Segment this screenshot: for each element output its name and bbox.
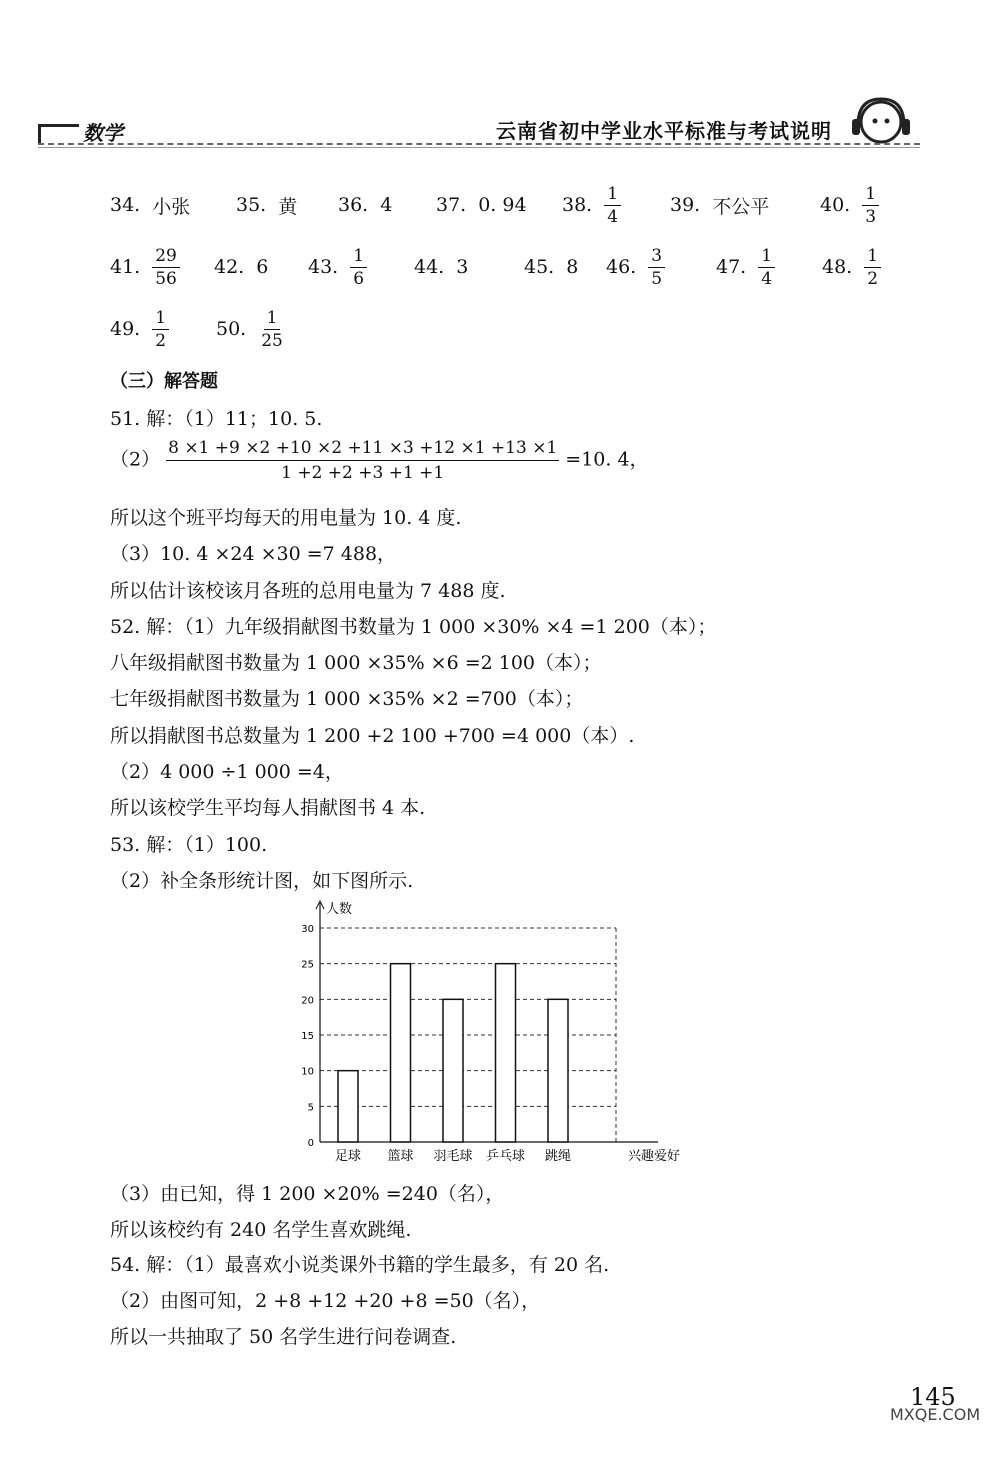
q54-line-2: （2）由图可知，2 +8 +12 +20 +8 =50（名），: [110, 1290, 541, 1312]
answer-number: 42.: [214, 256, 245, 278]
bar: [391, 964, 411, 1142]
header-divider-thin: [38, 147, 920, 148]
answer-fraction: $\frac{1}{2}$: [864, 245, 881, 290]
bar: [443, 999, 463, 1142]
q52-line-3: 七年级捐献图书数量为 1 000 ×35% ×2 =700（本）；: [110, 688, 584, 710]
answer-number: 34.: [110, 194, 141, 216]
y-axis-title: 人数: [326, 902, 353, 917]
answer-item: [436, 180, 527, 230]
answer-item: [110, 242, 180, 292]
answer-number: 43.: [308, 256, 339, 278]
subject-label: [38, 117, 123, 146]
answer-item: [216, 304, 286, 354]
y-tick-label: 20: [301, 995, 314, 1007]
q51-line-5: 所以估计该校该月各班的总用电量为 7 488 度.: [110, 580, 506, 602]
y-tick-label: 10: [301, 1066, 314, 1078]
q51-line-2: （2） $\frac{8 \times 1 +9 \times 2 +10 \times 2 +11 \times 3 +12 \times 1 +13 \times 1}{1 +2 +2 +3 +1 +1}$ =10. 4，: [110, 438, 649, 483]
answer-number: 36.: [338, 194, 369, 216]
answer-fraction: $\frac{1}{3}$: [862, 183, 879, 228]
y-tick-label: 15: [301, 1031, 314, 1042]
book-title: 云南省初中学业水平标准与考试说明: [496, 119, 832, 143]
q54-line-3: 所以一共抽取了 50 名学生进行问卷调查.: [110, 1326, 457, 1348]
bar-chart: [286, 895, 681, 1170]
answer-number: 39.: [670, 194, 701, 216]
answer-number: 44.: [414, 256, 445, 278]
answer-value: 0. 94: [478, 194, 527, 216]
speaker-icon: [38, 124, 79, 145]
x-category-label: 篮球: [387, 1149, 414, 1164]
q52-line-1: 52. 解：（1）九年级捐献图书数量为 1 000 ×30% ×4 =1 200（本）；: [110, 616, 717, 638]
answer-item: [236, 180, 297, 230]
answer-item: [110, 304, 169, 354]
q52-line-2: 八年级捐献图书数量为 1 000 ×35% ×6 =2 100（本）；: [110, 652, 602, 674]
answer-value: 不公平: [712, 195, 770, 218]
q52-line-6: 所以该校学生平均每人捐献图书 4 本.: [110, 797, 426, 819]
q54-line-1: 54. 解：（1）最喜欢小说类课外书籍的学生最多，有 20 名.: [110, 1254, 610, 1276]
bar: [548, 999, 568, 1142]
answer-number: 46.: [606, 256, 637, 278]
answer-number: 40.: [820, 194, 851, 216]
answer-content: [110, 180, 910, 360]
bar: [338, 1071, 358, 1142]
answer-row-3: [110, 304, 910, 364]
x-category-label: 跳绳: [544, 1149, 572, 1164]
answer-item: [338, 180, 392, 230]
answer-number: 41.: [110, 256, 141, 278]
page-number: 145: [910, 1383, 956, 1411]
answer-value: 小张: [152, 195, 191, 218]
answer-item: [716, 242, 775, 292]
q53-line-1: 53. 解：（1）100.: [110, 834, 268, 856]
answer-fraction: $\frac{29}{56}$: [152, 245, 180, 290]
q52-line-5: （2）4 000 ÷1 000 =4，: [110, 761, 344, 783]
answer-item: [820, 180, 879, 230]
answer-fraction: $\frac{1}{4}$: [604, 183, 621, 228]
answer-value: 6: [256, 256, 269, 278]
answer-number: 37.: [436, 194, 467, 216]
section-title: （三）解答题: [110, 371, 218, 392]
q51-fraction: $\frac{8 \times 1 +9 \times 2 +10 \times 2 +11 \times 3 +12 \times 1 +13 \times 1}{1 +2 +2 +3 +1 +1}$: [168, 438, 558, 483]
answer-value: 3: [456, 256, 469, 278]
q51-line-4: （3）10. 4 ×24 ×30 =7 488，: [110, 543, 397, 565]
answer-number: 48.: [822, 256, 853, 278]
answer-number: 38.: [562, 194, 593, 216]
q53-line-2: （2）补全条形统计图，如下图所示.: [110, 870, 414, 892]
answer-number: 45.: [524, 256, 555, 278]
q51-line-1: 51. 解：（1）11；10. 5.: [110, 408, 323, 430]
q53-line-4: 所以该校约有 240 名学生喜欢跳绳.: [110, 1219, 412, 1241]
q52-line-4: 所以捐献图书总数量为 1 200 +2 100 +700 =4 000（本）.: [110, 725, 635, 747]
answer-value: 4: [380, 194, 393, 216]
q51-line-3: 所以这个班平均每天的用电量为 10. 4 度.: [110, 507, 462, 529]
headphone-mascot-icon: [850, 95, 912, 145]
y-tick-label: 30: [301, 924, 314, 935]
answer-number: 35.: [236, 194, 267, 216]
answer-value: 黄: [278, 195, 298, 218]
bar: [496, 964, 516, 1142]
answer-item: [414, 242, 468, 292]
header-divider: [38, 143, 920, 145]
answer-item: [214, 242, 268, 292]
y-tick-label: 25: [301, 959, 314, 971]
x-category-label: 足球: [334, 1149, 362, 1164]
watermark: MXQE.COM: [890, 1405, 981, 1424]
answer-value: 8: [566, 256, 579, 278]
answer-item: [524, 242, 578, 292]
answer-row-2: [110, 242, 910, 302]
answer-item: [606, 242, 665, 292]
answer-fraction: $\frac{1}{25}$: [261, 307, 283, 351]
x-category-label: 乒乓球: [485, 1149, 526, 1164]
bar-chart-svg: [286, 895, 681, 1170]
answer-fraction: $\frac{1}{4}$: [758, 245, 775, 290]
answer-item: [308, 242, 367, 292]
page-header: [0, 95, 1000, 155]
y-tick-label: 0: [307, 1138, 314, 1149]
answer-item: [562, 180, 621, 230]
answer-item: [670, 180, 769, 230]
answer-number: 50.: [216, 318, 247, 340]
answer-number: 49.: [110, 318, 141, 340]
q53-line-3: （3）由已知，得 1 200 ×20% =240（名），: [110, 1183, 505, 1205]
answer-fraction: $\frac{1}{2}$: [152, 307, 169, 352]
answer-item: [110, 180, 190, 230]
answer-fraction: $\frac{3}{5}$: [648, 245, 665, 290]
subject-text: 数学: [83, 121, 123, 145]
answer-row-1: [110, 180, 910, 240]
answer-fraction: $\frac{1}{6}$: [350, 245, 367, 290]
x-axis-title: 兴趣爱好: [627, 1149, 681, 1164]
answer-number: 47.: [716, 256, 747, 278]
x-category-label: 羽毛球: [433, 1149, 473, 1164]
answer-item: [822, 242, 881, 292]
y-tick-label: 5: [307, 1102, 314, 1114]
